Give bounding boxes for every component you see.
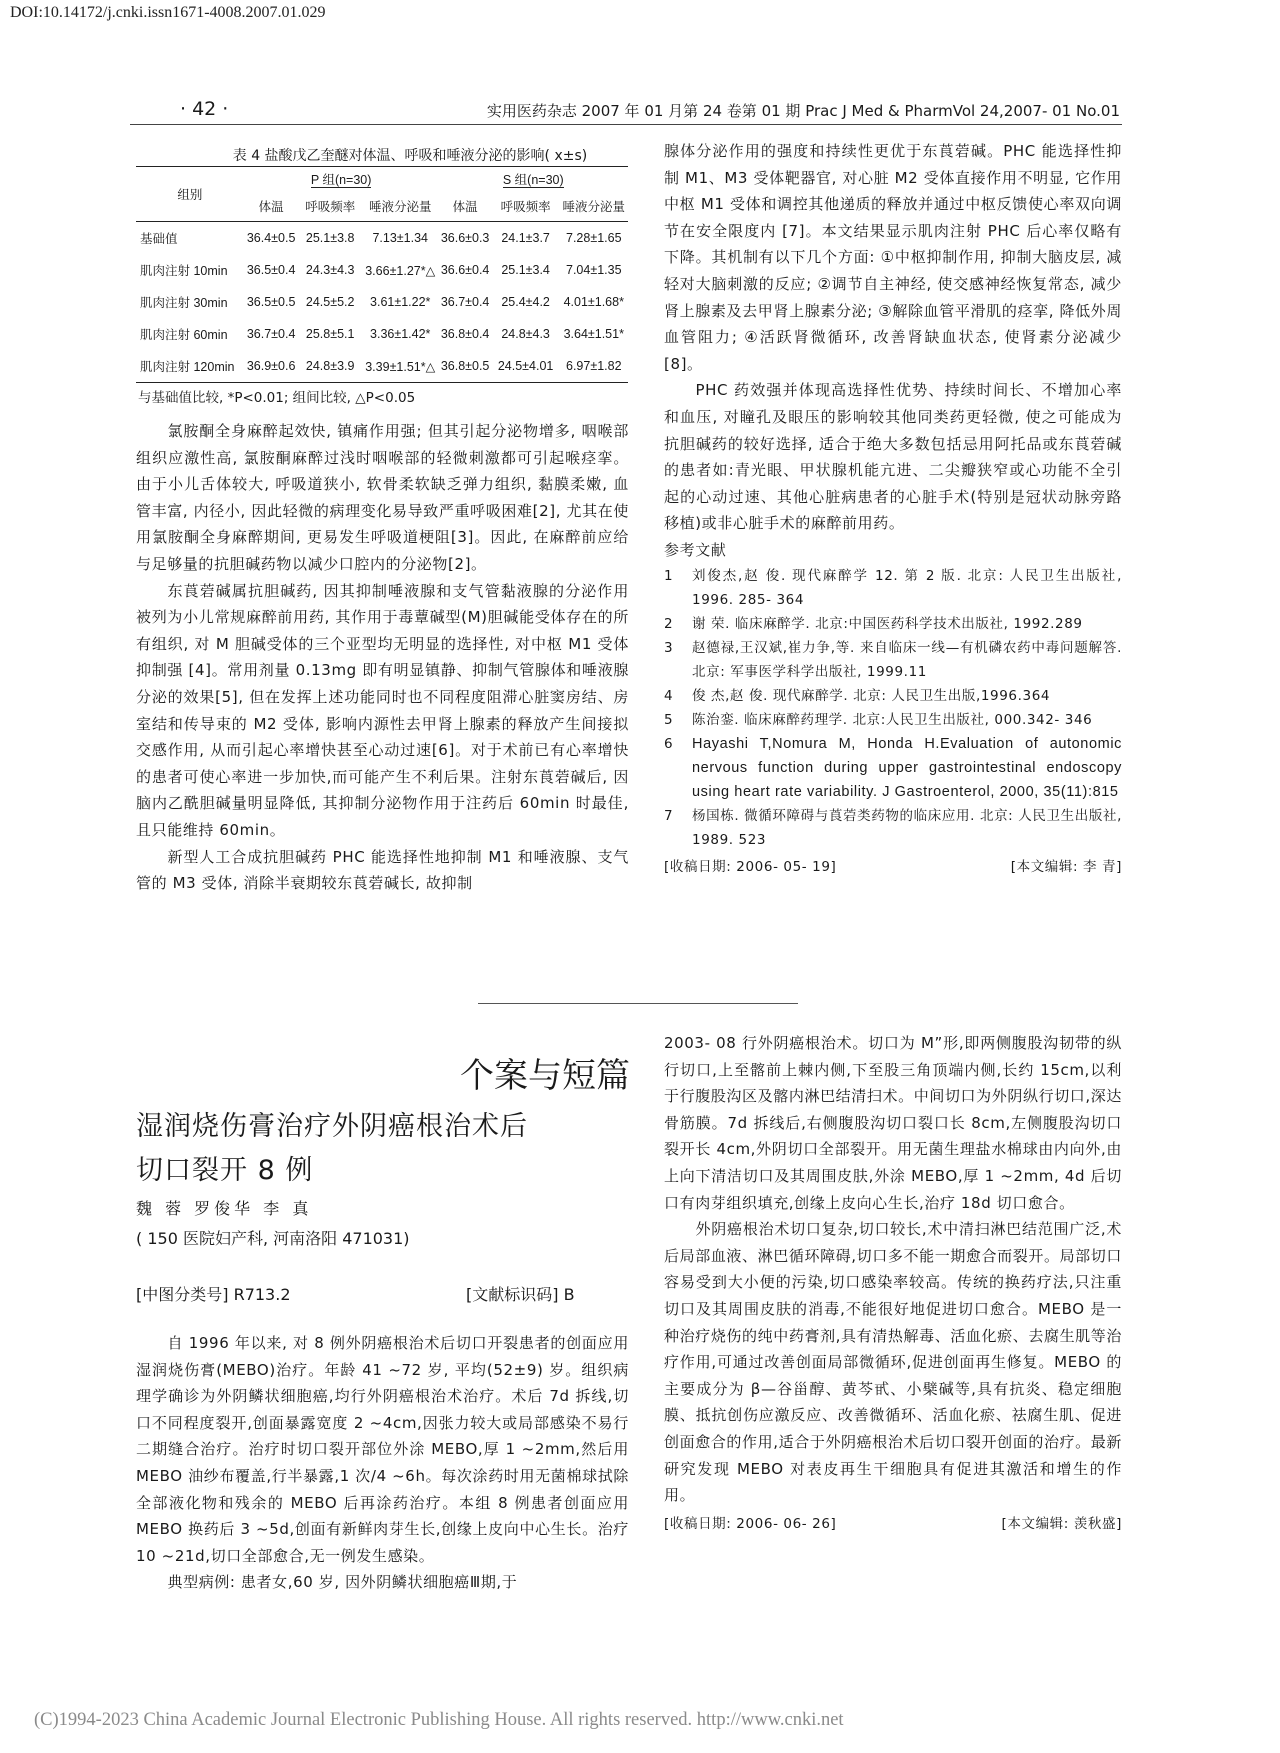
table-cell: 3.64±1.51* [563,327,624,341]
table-cell: 7.13±1.34 [372,231,428,245]
reference-number: 4 [664,687,674,704]
article-title-line: 湿润烧伤膏治疗外阴癌根治术后 [136,1111,528,1142]
table-row [136,286,628,318]
table-cell: 24.1±3.7 [501,231,550,245]
table-cell: 25.1±3.4 [501,263,550,277]
reference-text: 谢 荣. 临床麻醉学. 北京:中国医药科学技术出版社, 1992.289 [692,615,1083,632]
table-cell: 36.7±0.4 [440,295,490,309]
table-cell: 36.5±0.4 [246,263,296,277]
clc-number: [中图分类号] R713.2 [136,1285,291,1304]
row-label: 肌肉注射 10min [140,264,228,278]
table-note: 与基础值比较, *P<0.01; 组间比较, △P<0.05 [138,390,416,406]
document-code: [文献标识码] B [466,1285,575,1304]
reference-text: 陈治銮. 临床麻醉药理学. 北京:人民卫生出版社, 000.342- 346 [692,711,1093,728]
table-cell: 6.97±1.82 [566,359,622,373]
s-group-header [439,167,628,192]
body-paragraph: 外阴癌根治术切口复杂,切口较长,术中清扫淋巴结范围广泛,术后局部血液、淋巴循环障碍,切口多不能一期愈合而裂开。局部切口容易受到大小便的污染,切口感染率较高。传统的换药疗法,只注重切口及其周围皮肤的消毒,不能很好地促进切口愈合。MEBO 是一种治疗烧伤的纯中药膏剂,具有清热解毒、活血化瘀、去腐生肌等治疗作用,可通过改善创面局部微循环,促进创面再生修复。MEBO 的主要成分为 β—谷甾醇、黄芩甙、小檗碱等,具有抗炎、稳定细胞膜、抵抗创伤应激反应、改善微循环、活血化瘀、祛腐生肌、促进创面愈合的作用,适合于外阴癌根治术后切口裂开创面的治疗。最新研究发现 MEBO 对表皮再生干细胞具有促进其激活和增生的作用。 [664,1220,1122,1505]
article-title-line: 切口裂开 8 例 [136,1155,314,1186]
table-cell: 36.4±0.5 [246,231,296,245]
table-cell: 3.39±1.51*△ [365,359,436,374]
journal-header: 实用医药杂志 2007 年 01 月第 24 卷第 01 期 Prac J Med & PharmVol 24,2007- 01 No.01 [486,102,1120,120]
reference-text: Hayashi T,Nomura M, Honda H.Evaluation of autonomic nervous function during upper gastrointestinal endoscopy using heart rate variability. J Gastroenterol, 2000, 35(11):815 [692,735,1122,800]
article2-footer [664,1511,1122,1538]
subheader: 体温 [439,191,492,222]
article-title [136,1105,528,1193]
header-rule [130,124,1122,125]
table-cell: 24.3±4.3 [305,263,355,277]
affiliation: ( 150 医院妇产科, 河南洛阳 471031) [136,1229,410,1248]
received-date: [收稿日期: 2006- 05- 19] [664,858,837,875]
table-cell: 36.6±0.3 [440,231,490,245]
article2-left-column [136,1330,629,1596]
row-label: 基础值 [140,232,178,246]
p-group-header [244,167,439,192]
subheader: 体温 [244,191,299,222]
table-body [136,222,628,383]
table-cell: 36.8±0.5 [440,359,490,373]
table-cell: 25.4±4.2 [501,295,550,309]
reference-number: 7 [664,807,674,824]
received-date: [收稿日期: 2006- 06- 26] [664,1515,837,1532]
table-cell: 24.5±4.01 [497,359,554,373]
editor-credit: [本文编辑: 羡秋盛] [1001,1515,1122,1532]
body-paragraph: 东莨菪碱属抗胆碱药, 因其抑制唾液腺和支气管黏液腺的分泌作用被列为小儿常规麻醉前用药, 其作用于毒蕈碱型(M)胆碱能受体存在的所有组织, 对 M 胆碱受体的三个亚型均无明显的选择性, 对中枢 M1 受体抑制强 [4]。常用剂量 0.13mg 即有明显镇静、抑制气管腺体和唾液腺分泌的效果[5], 但在发挥上述功能同时也不同程度阻滞心脏窦房结、房室结和传导束的 M2 受体, 影响内源性去甲肾上腺素的释放产生间接拟交感作用, 从而引起心率增快甚至心动过速[6]。对于术前已有心率增快的患者可使心率进一步加快,而可能产生不利后果。注射东莨菪碱后, 因脑内乙酰胆碱量明显降低, 其抑制分泌物作用于注药后 60min 时最佳,且只能维持 60min。 [136,581,629,839]
table-cell: 36.5±0.5 [246,295,296,309]
row-label: 肌肉注射 30min [140,296,228,310]
reference-item [664,636,1122,684]
reference-text: 俊 杰,赵 俊. 现代麻醉学. 北京: 人民卫生出版,1996.364 [692,687,1051,704]
body-paragraph: 新型人工合成抗胆碱药 PHC 能选择性地抑制 M1 和唾液腺、支气管的 M3 受体, 消除半衰期较东莨菪碱长, 故抑制 [136,847,629,893]
table-cell: 25.8±5.1 [305,327,355,341]
table-row [136,350,628,383]
body-paragraph: 自 1996 年以来, 对 8 例外阴癌根治术后切口开裂患者的创面应用湿润烧伤膏(MEBO)治疗。年龄 41 ~72 岁, 平均(52±9) 岁。组织病理学确诊为外阴鳞状细胞癌,均行外阴癌根治术治疗。术后 7d 拆线,切口不同程度裂开,创面暴露宽度 2 ~4cm,因张力较大或局部感染不易行二期缝合治疗。治疗时切口裂开部位外涂 MEBO,厚 1 ~2mm,然后用 MEBO 油纱布覆盖,行半暴露,1 次/4 ~6h。每次涂药时用无菌棉球拭除全部液化物和残余的 MEBO 后再涂药治疗。本组 8 例患者创面应用 MEBO 换药后 3 ~5d,创面有新鲜肉芽生长,创缘上皮向中心生长。治疗 10 ~21d,切口全部愈合,无一例发生感染。 [136,1334,629,1565]
page-number: · 42 · [180,98,229,120]
table-cell: 36.9±0.6 [246,359,296,373]
body-paragraph: PHC 药效强并体现高选择性优势、持续时间长、不增加心率和血压, 对瞳孔及眼压的影响较其他同类药更轻微, 使之可能成为抗胆碱药的较好选择, 适合于绝大多数包括忌用阿托品或东莨菪碱的患者如:青光眼、甲状腺机能亢进、二尖瓣狭窄或心功能不全引起的心动过速、其他心脏病患者的心脏手术(特别是冠状动脉旁路移植)或非心脏手术的麻醉前用药。 [664,381,1122,533]
subheader: 唾液分泌量 [362,191,439,222]
group-column-header: 组别 [136,167,244,222]
body-paragraph: 2003- 08 行外阴癌根治术。切口为 M”形,即两侧腹股沟韧带的纵行切口,上至髂前上棘内侧,下至股三角顶端内侧,长约 15cm,以利于行腹股沟区及髂内淋巴结清扫术。中间切口为外阴纵行切口,深达骨筋膜。7d 拆线后,右侧腹股沟切口裂口长 8cm,左侧腹股沟切口裂开长 4cm,外阴切口全部裂开。用无菌生理盐水棉球由内向外,由上向下清洁切口及其周围皮肤,外涂 MEBO,厚 1 ~2mm, 4d 后切口有肉芽组织填充,创缘上皮向心生长,治疗 18d 切口愈合。 [664,1034,1122,1212]
table-cell: 25.1±3.8 [305,231,355,245]
editor-credit: [本文编辑: 李 青] [1010,858,1122,875]
reference-text: 刘俊杰,赵 俊. 现代麻醉学 12. 第 2 版. 北京: 人民卫生出版社, 1996. 285- 364 [692,567,1122,608]
table-row [136,318,628,350]
reference-item [664,732,1122,804]
reference-item [664,564,1122,612]
reference-number: 1 [664,567,674,584]
article1-footer [664,854,1122,881]
table-title: 表 4 盐酸戊乙奎醚对体温、呼吸和唾液分泌的影响( x±s) [232,148,588,164]
reference-number: 2 [664,615,674,632]
results-table [136,166,628,383]
reference-item [664,708,1122,732]
s-group-label: S 组(n=30) [502,173,564,187]
subheader: 唾液分泌量 [560,191,628,222]
table-cell: 3.66±1.27*△ [365,263,436,278]
reference-number: 3 [664,639,674,656]
reference-number: 6 [664,735,674,752]
p-group-label: P 组(n=30) [310,173,372,187]
section-title: 个案与短篇 [460,1056,630,1096]
row-label: 肌肉注射 60min [140,328,228,342]
table-cell: 3.36±1.42* [370,327,431,341]
table-row [136,254,628,286]
table-cell: 36.8±0.4 [440,327,490,341]
body-paragraph: 典型病例: 患者女,60 岁, 因外阴鳞状细胞癌Ⅲ期,于 [167,1573,518,1592]
table-cell: 3.61±1.22* [370,295,431,309]
table-cell: 4.01±1.68* [563,295,624,309]
authors: 魏 蓉 罗俊华 李 真 [136,1199,313,1218]
reference-item [664,684,1122,708]
row-label: 肌肉注射 120min [140,360,235,374]
copyright-notice: (C)1994-2023 China Academic Journal Electronic Publishing House. All rights reserved. http://www.cnki.net [34,1710,844,1730]
body-paragraph: 氯胺酮全身麻醉起效快, 镇痛作用强; 但其引起分泌物增多, 咽喉部组织应激性高, 氯胺酮麻醉过浅时咽喉部的轻微刺激都可引起喉痉挛。由于小儿舌体较大, 呼吸道狭小, 软骨柔软缺乏弹力组织, 黏膜柔嫩, 血管丰富, 内径小, 因此轻微的病理变化易导致严重呼吸困难[2], 尤其在使用氯胺酮全身麻醉期间, 更易发生呼吸道梗阻[3]。因此, 在麻醉前应给与足够量的抗胆碱药物以减少口腔内的分泌物[2]。 [136,422,629,573]
article-divider [478,1003,798,1004]
table-cell: 36.7±0.4 [246,327,296,341]
reference-text: 杨国栋. 微循环障碍与莨菪类药物的临床应用. 北京: 人民卫生出版社, 1989. 523 [692,807,1122,848]
reference-list [664,564,1122,852]
references-heading: 参考文献 [664,540,727,559]
doi-line: DOI:10.14172/j.cnki.issn1671-4008.2007.01.029 [10,4,326,21]
subheader: 呼吸频率 [298,191,361,222]
table-row [136,222,628,255]
table-cell: 36.6±0.4 [440,263,490,277]
article2-right-column [664,1030,1122,1537]
reference-item [664,804,1122,852]
body-paragraph: 腺体分泌作用的强度和持续性更优于东莨菪碱。PHC 能选择性抑制 M1、M3 受体靶器官, 对心脏 M2 受体直接作用不明显, 它作用中枢 M1 受体和调控其他递质的释放并通过中枢反馈使心率双向调节在安全限度内 [7]。本文结果显示肌肉注射 PHC 后心率仅略有下降。其机制有以下几个方面: ①中枢抑制作用, 抑制大脑皮层, 减轻对大脑刺激的反应; ②调节自主神经, 使交感神经恢复常态, 减少肾上腺素及去甲肾上腺素分泌; ③解除血管平滑肌的痉挛, 降低外周血管阻力; ④活跃肾微循环, 改善肾缺血状态, 使肾素分泌减少[8]。 [664,142,1122,373]
reference-item [664,612,1122,636]
table-cell: 24.5±5.2 [305,295,355,309]
reference-number: 5 [664,711,674,728]
table-cell: 7.28±1.65 [566,231,622,245]
article1-right-column [664,138,1122,880]
table-cell: 24.8±4.3 [501,327,550,341]
subheader: 呼吸频率 [492,191,560,222]
table-cell: 7.04±1.35 [566,263,622,277]
article1-left-column [136,418,629,897]
table-cell: 24.8±3.9 [305,359,355,373]
reference-text: 赵德禄,王汉斌,崔力争,等. 来自临床一线—有机磷农药中毒问题解答. 北京: 军事医学科学出版社, 1999.11 [692,639,1122,680]
